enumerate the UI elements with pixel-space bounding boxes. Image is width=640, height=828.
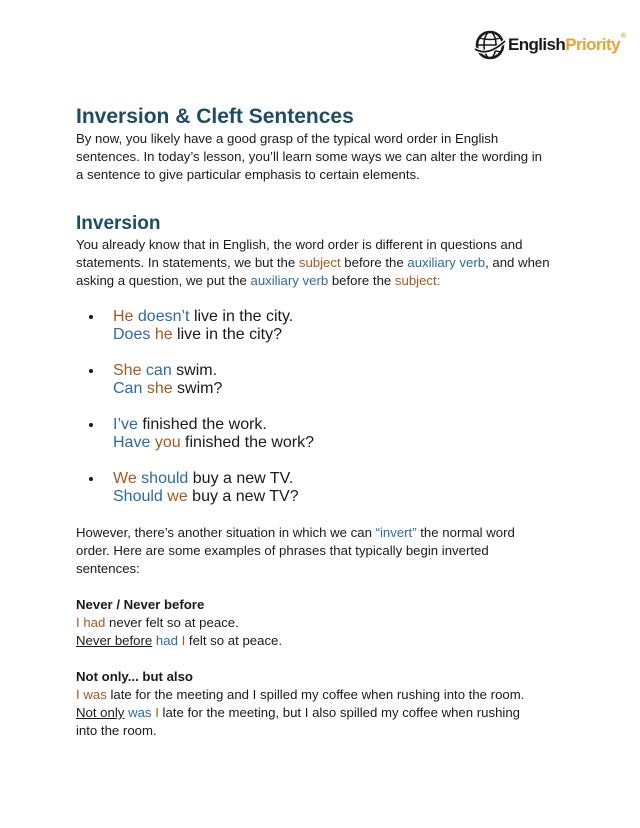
- para1-text: before the: [328, 273, 395, 288]
- intro-line-2: sentences. In today’s lesson, you’ll learn some ways we can alter the wording in: [76, 149, 542, 164]
- example-verb: was: [128, 705, 152, 720]
- example-verb: Should: [113, 488, 163, 505]
- example-rest: finished the work.: [137, 416, 267, 433]
- however-paragraph: [76, 524, 576, 578]
- example-verb: Does: [113, 326, 151, 343]
- example-rest: felt so at peace.: [185, 633, 283, 648]
- section-heading-inversion: Inversion: [76, 213, 161, 234]
- example-rest: late for the meeting and I spilled my coffee when rushing into the room.: [106, 687, 525, 702]
- colon: :: [436, 273, 441, 288]
- example-verb: Can: [113, 380, 143, 397]
- para2-text: the normal word: [416, 525, 515, 540]
- para1-line-1: You already know that in English, the word order is different in questions and: [76, 237, 523, 252]
- example-verb: was: [83, 687, 107, 702]
- example-rest: live in the city?: [172, 326, 282, 343]
- never-block: [76, 596, 576, 650]
- inversion-paragraph: [76, 236, 576, 290]
- auxiliary-verb-term: auxiliary verb: [250, 273, 329, 288]
- example-verb: had: [83, 615, 106, 630]
- example-rest: finished the work?: [180, 434, 315, 451]
- example-list: [76, 308, 576, 506]
- intro-line-3: a sentence to give particular emphasis to certain elements.: [76, 167, 420, 182]
- para1-text: before the: [340, 255, 408, 270]
- inversion-lead-phrase: Not only: [76, 705, 125, 720]
- example-subject: she: [146, 380, 173, 397]
- example-subject: She: [113, 362, 142, 379]
- example-verb: doesn’t: [137, 308, 190, 325]
- example-rest: swim.: [171, 362, 218, 379]
- page-title: Inversion & Cleft Sentences: [76, 105, 354, 128]
- example-rest: buy a new TV.: [188, 470, 294, 487]
- list-item: [76, 362, 576, 398]
- example-subject: We: [113, 470, 137, 487]
- para1-text: asking a question, we put the: [76, 273, 251, 288]
- example-subject: I: [76, 615, 80, 630]
- not-only-block: [76, 668, 576, 740]
- example-subject: I: [181, 633, 186, 648]
- example-subject: He: [113, 308, 134, 325]
- example-subject: we: [167, 488, 188, 505]
- list-item: [76, 308, 576, 344]
- subject-term: subject: [394, 273, 437, 288]
- intro-line-1: By now, you likely have a good grasp of the typical word order in English: [76, 131, 499, 146]
- para1-text: statements. In statements, we but the: [76, 255, 299, 270]
- example-verb: had: [155, 633, 178, 648]
- subject-term: subject: [298, 255, 341, 270]
- logo-word-priority: Priority: [565, 35, 620, 54]
- not-only-heading: Not only... but also: [76, 669, 193, 684]
- example-rest: buy a new TV?: [187, 488, 299, 505]
- example-subject: I: [76, 687, 80, 702]
- example-subject: you: [154, 434, 181, 451]
- example-rest: never felt so at peace.: [105, 615, 239, 630]
- intro-paragraph: [76, 130, 576, 184]
- example-verb: can: [145, 362, 172, 379]
- list-item: [76, 416, 576, 452]
- globe-logo-icon: [474, 29, 506, 61]
- registered-mark: ®: [620, 33, 626, 40]
- para1-text: , and when: [485, 255, 550, 270]
- auxiliary-verb-term: auxiliary verb: [407, 255, 486, 270]
- example-rest: late for the meeting, but I also spilled my coffee when rushing: [158, 705, 521, 720]
- para2-line-2: order. Here are some examples of phrases that typically begin inverted: [76, 543, 489, 558]
- para2-line-3: sentences:: [76, 561, 140, 576]
- example-rest: swim?: [172, 380, 223, 397]
- example-subject: I: [155, 705, 159, 720]
- example-verb: Have: [113, 434, 151, 451]
- example-subject: he: [154, 326, 173, 343]
- invert-term: “invert”: [375, 525, 417, 540]
- para2-text: However, there’s another situation in which we can: [76, 525, 376, 540]
- example-rest: live in the city.: [189, 308, 294, 325]
- logo-word-english: English: [508, 35, 566, 54]
- never-heading: Never / Never before: [76, 597, 205, 612]
- document-body: [76, 104, 576, 740]
- english-priority-logo: [474, 27, 624, 63]
- list-item: [76, 470, 576, 506]
- example-subject-contraction: I’ve: [113, 416, 138, 433]
- example-verb: should: [141, 470, 189, 487]
- example-rest: into the room.: [76, 723, 157, 738]
- inversion-lead-phrase: Never before: [76, 633, 153, 648]
